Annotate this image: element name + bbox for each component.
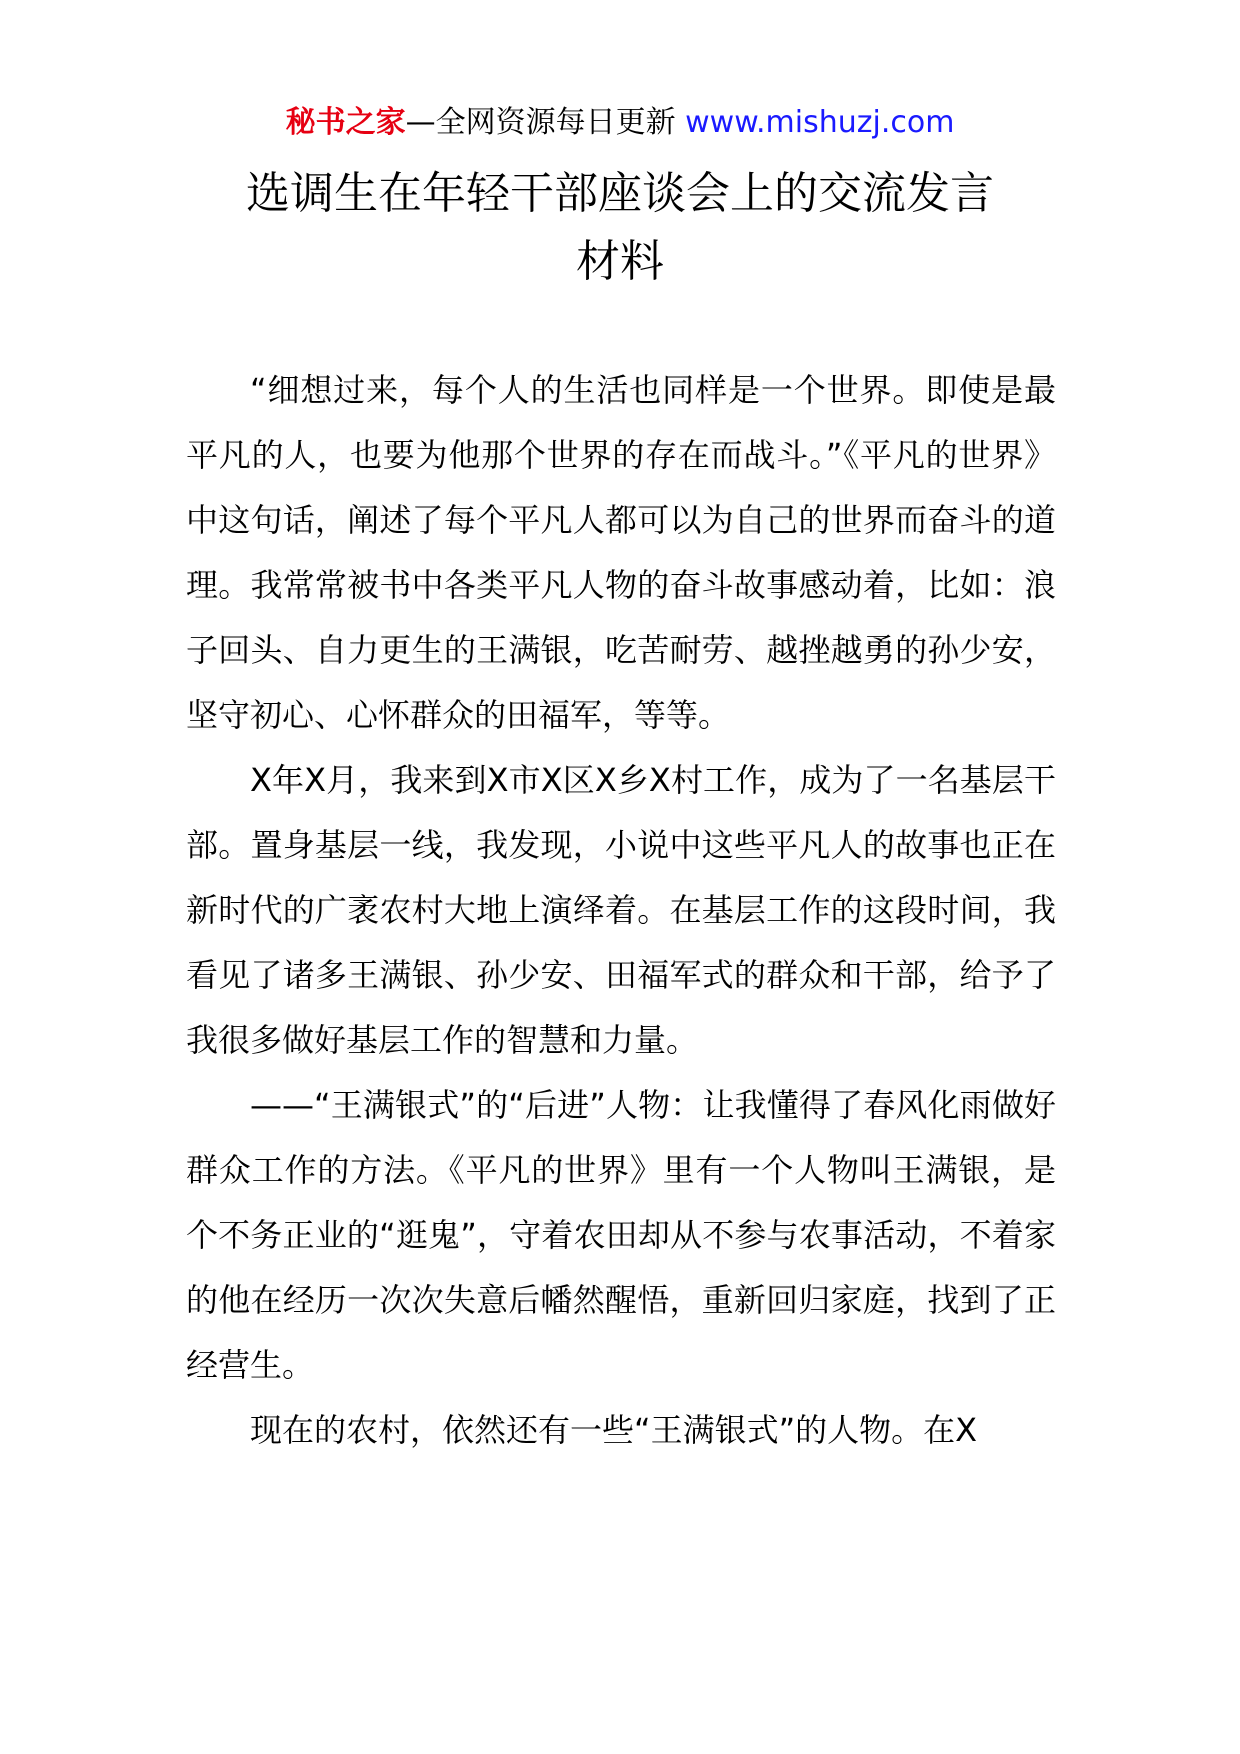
document-body: [186, 358, 1056, 1463]
title-line-1: 选调生在年轻干部座谈会上的交流发言: [246, 168, 994, 219]
document-title: [160, 160, 1080, 296]
site-tagline: —全网资源每日更新: [405, 105, 676, 140]
paragraph-4: 现在的农村，依然还有一些“王满银式”的人物。在X: [250, 1411, 978, 1449]
brand-name: 秘书之家: [285, 105, 406, 140]
paragraph-3: ——“王满银式”的“后进”人物：让我懂得了春风化雨做好群众工作的方法。《平凡的世界》里有一个人物叫王满银，是个不务正业的“逛鬼”，守着农田却从不参与农事活动，不着家的他在经历一次次失意后幡然醒悟，重新回归家庭，找到了正经营生。: [186, 1086, 1056, 1384]
paragraph-2: X年X月，我来到X市X区X乡X村工作，成为了一名基层干部。置身基层一线，我发现，小说中这些平凡人的故事也正在新时代的广袤农村大地上演绎着。在基层工作的这段时间，我看见了诸多王满银、孙少安、田福军式的群众和干部，给予了我很多做好基层工作的智慧和力量。: [186, 761, 1056, 1059]
title-line-2: 材料: [576, 236, 664, 287]
site-url[interactable]: www.mishuzj.com: [685, 105, 955, 140]
site-header: [0, 101, 1240, 145]
paragraph-1: “细想过来，每个人的生活也同样是一个世界。即使是最平凡的人，也要为他那个世界的存在而战斗。”《平凡的世界》中这句话，阐述了每个平凡人都可以为自己的世界而奋斗的道理。我常常被书中各类平凡人物的奋斗故事感动着，比如：浪子回头、自力更生的王满银，吃苦耐劳、越挫越勇的孙少安，坚守初心、心怀群众的田福军，等等。: [186, 371, 1056, 734]
